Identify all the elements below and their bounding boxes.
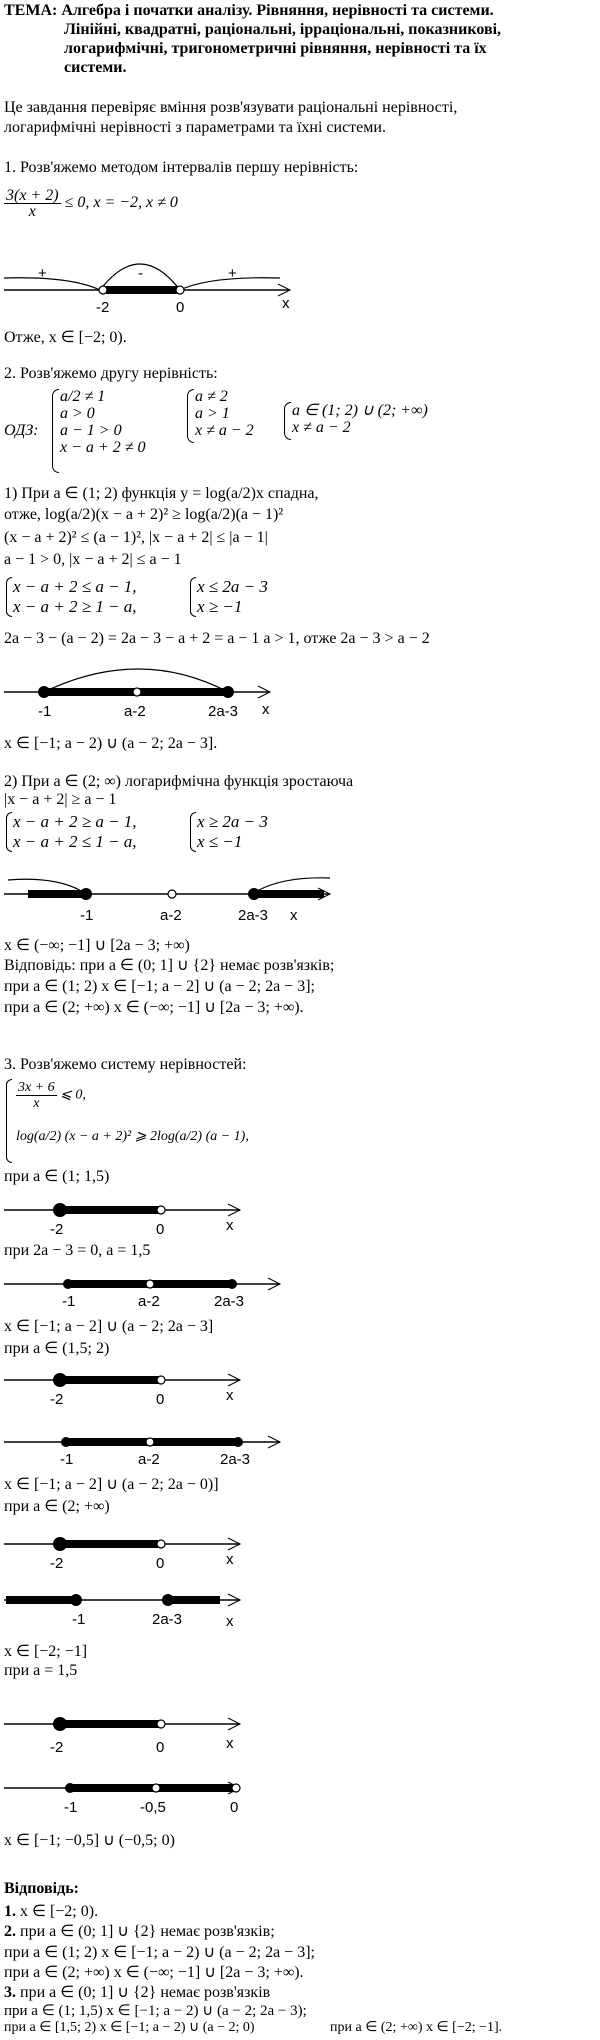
part3-sys-line-2: log(a/2) (x − a + 2)² ⩾ 2log(a/2) (a − 1), bbox=[16, 1129, 249, 1144]
final-line-5 bbox=[4, 1982, 270, 2002]
case1-number-line bbox=[0, 656, 600, 728]
c3-axis-x: x bbox=[226, 1387, 234, 1404]
c3-result: x ∈ [−1; a − 2] ∪ (a − 2; 2a − 0)] bbox=[4, 1476, 219, 1493]
c3-tick-minus1: -1 bbox=[60, 1451, 74, 1468]
case1-comparison: 2a − 3 − (a − 2) = 2a − 3 − a + 2 = a − 1 a > 1, отже 2a − 3 > a − 2 bbox=[4, 630, 430, 647]
odz-1-line-4: x − a + 2 ≠ 0 bbox=[60, 439, 146, 456]
case2-b-line-2: x ≤ −1 bbox=[197, 832, 243, 851]
c4-tick-minus2: -2 bbox=[50, 1555, 64, 1572]
case1-brace-b bbox=[190, 577, 196, 617]
c5-result: x ∈ [−1; −0,5] ∪ (−0,5; 0) bbox=[4, 1832, 175, 1849]
odz-system-2 bbox=[195, 388, 254, 439]
case2-line-1: 2) При a ∈ (2; ∞) логарифмічна функція зростаюча bbox=[4, 773, 354, 790]
part1-fraction bbox=[4, 188, 61, 219]
final-num-1: 1. bbox=[4, 1903, 16, 1920]
final-num-2: 2. bbox=[4, 1923, 16, 1940]
case1-tick-a-2: a-2 bbox=[124, 703, 146, 720]
case2-brace-a bbox=[6, 812, 12, 852]
part3-rest: ⩽ 0, bbox=[60, 1087, 86, 1103]
part2-answer-3: при a ∈ (2; +∞) x ∈ (−∞; −1] ∪ [2a − 3; +∞). bbox=[4, 999, 304, 1016]
c5-tick-zero-2: 0 bbox=[230, 1799, 239, 1816]
c3-tick-zero: 0 bbox=[156, 1391, 165, 1408]
c4-axis-x-2: x bbox=[226, 1613, 234, 1630]
final-text-2: при a ∈ (0; 1] ∪ {2} немає розв'язків; bbox=[16, 1923, 275, 1940]
c2-label: при 2a − 3 = 0, a = 1,5 bbox=[4, 1242, 151, 1259]
axis-x: x bbox=[282, 295, 290, 312]
odz-2-line-2: a > 1 bbox=[195, 405, 230, 422]
c2-tick-2a-3: 2a-3 bbox=[214, 1293, 245, 1310]
c2-result: x ∈ [−1; a − 2] ∪ (a − 2; 2a − 3] bbox=[4, 1318, 214, 1335]
case2-line-2: |x − a + 2| ≥ a − 1 bbox=[4, 791, 117, 808]
odz-1-line-3: a − 1 > 0 bbox=[60, 422, 122, 439]
final-num-3: 3. bbox=[4, 1984, 16, 2001]
final-line-1 bbox=[4, 1901, 98, 1921]
case1-system-b bbox=[197, 577, 268, 617]
c1-axis-x: x bbox=[226, 1217, 234, 1234]
case2-tick-minus1: -1 bbox=[80, 907, 94, 924]
final-text-1: x ∈ [−2; 0). bbox=[16, 1903, 99, 1920]
c3-number-line-2 bbox=[0, 1420, 600, 1470]
case1-a-line-2: x − a + 2 ≥ 1 − a, bbox=[13, 597, 137, 616]
c4-result: x ∈ [−2; −1] bbox=[4, 1643, 88, 1660]
c3-label: при a ∈ (1,5; 2) bbox=[4, 1340, 110, 1357]
c5-tick-minus2: -2 bbox=[50, 1739, 64, 1756]
part3-heading: 3. Розв'яжемо систему нерівностей: bbox=[4, 1056, 247, 1073]
final-line-6: при a ∈ (1; 1,5) x ∈ [−1; a − 2) ∪ (a − 2; 2a − 3); bbox=[4, 2003, 307, 2019]
c3-number-line-1 bbox=[0, 1356, 600, 1408]
part3-numerator: 3x + 6 bbox=[18, 1080, 55, 1095]
tick-zero: 0 bbox=[176, 299, 185, 316]
part2-answer-1: Відповідь: при a ∈ (0; 1] ∪ {2} немає розв'язків; bbox=[4, 957, 335, 974]
odz-2-line-1: a ≠ 2 bbox=[195, 388, 228, 405]
topic-line-4: системи. bbox=[64, 59, 127, 76]
topic-line-3: логарифмічні, тригонометричні рівняння, нерівності та їх bbox=[64, 40, 487, 57]
c5-tick-minus-half: -0,5 bbox=[140, 1799, 166, 1816]
case1-line-2: отже, log(a/2)(x − a + 2)² ≥ log(a/2)(a − 1)² bbox=[4, 506, 284, 523]
part1-denominator: x bbox=[28, 203, 36, 220]
c4-tick-minus1: -1 bbox=[72, 1611, 86, 1628]
final-line-7: при a ∈ [1,5; 2) x ∈ [−1; a − 2) ∪ (a − 2; 0) bbox=[4, 2020, 255, 2035]
case1-brace-a bbox=[6, 577, 12, 617]
case1-axis-x: x bbox=[262, 701, 270, 718]
final-title: Відповідь: bbox=[4, 1880, 79, 1897]
final-line-4: при a ∈ (2; +∞) x ∈ (−∞; −1] ∪ [2a − 3; +∞). bbox=[4, 1964, 304, 1981]
c4-number-line-2 bbox=[0, 1578, 600, 1634]
tick-minus2: -2 bbox=[96, 299, 110, 316]
case1-tick-minus1: -1 bbox=[38, 703, 52, 720]
case2-tick-2a-3: 2a-3 bbox=[238, 907, 269, 924]
odz-brace-2 bbox=[187, 389, 194, 443]
case1-b-line-1: x ≤ 2a − 3 bbox=[197, 577, 268, 596]
case2-brace-b bbox=[190, 812, 196, 852]
case2-a-line-1: x − a + 2 ≥ a − 1, bbox=[13, 812, 137, 831]
c1-tick-minus2: -2 bbox=[50, 1221, 64, 1238]
c4-axis-x: x bbox=[226, 1551, 234, 1568]
sign-plus-right: + bbox=[228, 265, 237, 282]
c4-label: при a ∈ (2; +∞) bbox=[4, 1498, 110, 1515]
case2-b-line-1: x ≥ 2a − 3 bbox=[197, 812, 268, 831]
topic-label bbox=[4, 2, 494, 20]
c3-tick-a-2: a-2 bbox=[138, 1451, 160, 1468]
odz-2-line-3: x ≠ a − 2 bbox=[195, 422, 254, 439]
c2-tick-a-2: a-2 bbox=[138, 1293, 160, 1310]
case2-tick-a-2: a-2 bbox=[160, 907, 182, 924]
part3-denominator: x bbox=[33, 1096, 40, 1111]
case2-system-a bbox=[13, 812, 137, 852]
c1-label: при a ∈ (1; 1,5) bbox=[4, 1168, 110, 1185]
sign-plus-left: + bbox=[38, 265, 47, 282]
case1-line-1: 1) При a ∈ (1; 2) функція y = log(a/2)x спадна, bbox=[4, 485, 319, 502]
case1-tick-2a-3: 2a-3 bbox=[208, 703, 239, 720]
c2-number-line bbox=[0, 1262, 600, 1310]
case2-number-line bbox=[0, 860, 600, 930]
c4-tick-2a-3: 2a-3 bbox=[152, 1611, 183, 1628]
part3-fraction bbox=[16, 1080, 57, 1111]
c2-tick-minus1: -1 bbox=[62, 1293, 76, 1310]
case1-b-line-2: x ≥ −1 bbox=[197, 597, 243, 616]
case1-system-a bbox=[13, 577, 137, 617]
part2-answer-2: при a ∈ (1; 2) x ∈ [−1; a − 2] ∪ (a − 2; 2a − 3]; bbox=[4, 978, 315, 995]
c5-tick-minus1: -1 bbox=[64, 1799, 78, 1816]
part1-inequality bbox=[4, 188, 178, 219]
odz-3-line-2: x ≠ a − 2 bbox=[292, 419, 351, 436]
final-text-5: при a ∈ (0; 1] ∪ {2} немає розв'язків bbox=[16, 1984, 271, 2001]
part1-result: Отже, x ∈ [−2; 0). bbox=[4, 329, 127, 346]
odz-system-1 bbox=[60, 388, 145, 456]
final-line-8: при a ∈ (2; +∞) x ∈ [−2; −1]. bbox=[330, 2020, 503, 2035]
case1-line-3: (x − a + 2)² ≤ (a − 1)², |x − a + 2| ≤ |a − 1| bbox=[4, 529, 268, 546]
odz-label: ОДЗ: bbox=[4, 422, 39, 439]
c5-label: при a = 1,5 bbox=[4, 1662, 78, 1679]
intro-line-1: Це завдання перевіряє вміння розв'язувати раціональні нерівності, bbox=[4, 99, 458, 116]
part3-sys-line-1 bbox=[16, 1080, 86, 1111]
topic-line-1: Алгебра і початки аналізу. Рівняння, нерівності та системи. bbox=[61, 2, 494, 19]
case2-result: x ∈ (−∞; −1] ∪ [2a − 3; +∞) bbox=[4, 937, 190, 954]
part2-heading: 2. Розв'яжемо другу нерівність: bbox=[4, 365, 218, 382]
intro-line-2: логарифмічні нерівності з параметрами та їхні системи. bbox=[4, 119, 386, 136]
c5-number-line-1 bbox=[0, 1700, 600, 1760]
c5-number-line-2 bbox=[0, 1766, 600, 1824]
odz-1-line-2: a > 0 bbox=[60, 405, 95, 422]
c5-tick-zero: 0 bbox=[156, 1739, 165, 1756]
case2-system-b bbox=[197, 812, 268, 852]
c4-number-line-1 bbox=[0, 1520, 600, 1574]
c3-tick-2a-3: 2a-3 bbox=[220, 1451, 251, 1468]
final-line-2 bbox=[4, 1921, 275, 1941]
c5-axis-x: x bbox=[226, 1735, 234, 1752]
part1-heading: 1. Розв'яжемо методом інтервалів першу нерівність: bbox=[4, 159, 359, 176]
c1-tick-zero: 0 bbox=[156, 1221, 165, 1238]
sign-minus: - bbox=[138, 265, 143, 282]
odz-system-3 bbox=[292, 402, 428, 436]
odz-3-line-1: a ∈ (1; 2) ∪ (2; +∞) bbox=[292, 402, 428, 419]
part3-brace bbox=[6, 1079, 12, 1163]
part1-rest: ≤ 0, x = −2, x ≠ 0 bbox=[64, 194, 178, 212]
odz-brace-3 bbox=[284, 402, 291, 440]
c4-tick-zero: 0 bbox=[156, 1555, 165, 1572]
odz-brace-1 bbox=[52, 389, 59, 473]
odz-1-line-1: a/2 ≠ 1 bbox=[60, 388, 106, 405]
case2-a-line-2: x − a + 2 ≤ 1 − a, bbox=[13, 832, 137, 851]
case1-line-4: a − 1 > 0, |x − a + 2| ≤ a − 1 bbox=[4, 551, 182, 568]
part1-number-line bbox=[0, 240, 600, 320]
c3-tick-minus2: -2 bbox=[50, 1391, 64, 1408]
case2-axis-x: x bbox=[290, 907, 298, 924]
c1-number-line bbox=[0, 1186, 600, 1242]
final-line-3: при a ∈ (1; 2) x ∈ [−1; a − 2) ∪ (a − 2; 2a − 3]; bbox=[4, 1944, 315, 1961]
case1-result: x ∈ [−1; a − 2) ∪ (a − 2; 2a − 3]. bbox=[4, 735, 218, 752]
topic-line-2: Лінійні, квадратні, раціональні, ірраціональні, показникові, bbox=[64, 21, 502, 38]
part1-numerator: 3(x + 2) bbox=[6, 187, 59, 204]
topic-prefix: ТЕМА: bbox=[4, 2, 58, 19]
case1-a-line-1: x − a + 2 ≤ a − 1, bbox=[13, 577, 137, 596]
